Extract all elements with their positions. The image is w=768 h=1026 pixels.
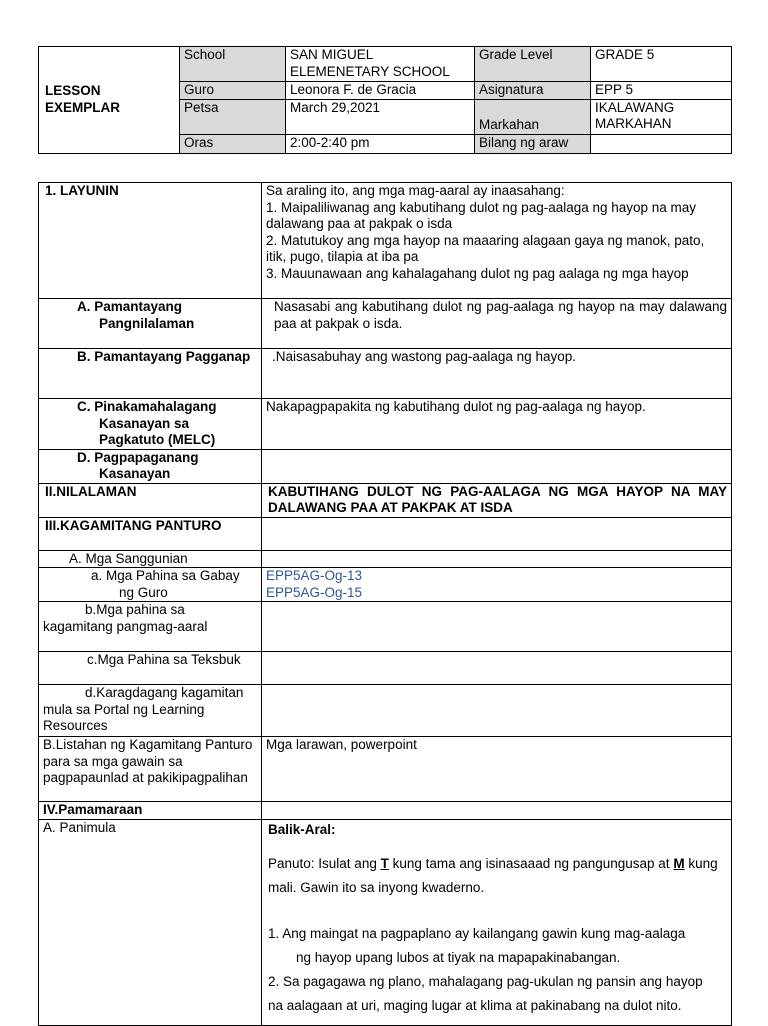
pamantayang-pagganap-value: .Naisasabuhay ang wastong pag-aalaga ng hayop. — [262, 349, 732, 399]
layunin-item-2: 2. Matutukoy ang mga hayop na maaaring alagaan gaya ng manok, pato, itik, pugo, tilapia at iba pa — [266, 232, 705, 264]
mag-aaral-label: b.Mga pahina sa kagamitang pangmag-aaral — [39, 602, 262, 652]
pamantayang-pangnilalaman-label: A. Pamantayang Pangnilalaman — [39, 299, 262, 349]
layunin-label: 1. LAYUNIN — [39, 183, 262, 299]
sanggunian-value — [262, 550, 732, 568]
panuto-tama-letter: T — [380, 856, 389, 871]
nilalaman-label: II.NILALAMAN — [39, 483, 262, 517]
kagamitang-panturo-value — [262, 517, 732, 550]
karagdagang-value — [262, 685, 732, 737]
petsa-label: Petsa — [180, 99, 286, 134]
panuto-part-3: kung mali. Gawin ito sa inyong kwaderno. — [268, 856, 718, 895]
panuto-mali-letter: M — [673, 856, 685, 871]
karagdagang-label: d.Karagdagang kagamitan mula sa Portal ng Learning Resources — [39, 685, 262, 737]
panuto-part-1: Panuto: Isulat ang — [268, 856, 381, 871]
teksbuk-label: c.Mga Pahina sa Teksbuk — [39, 652, 262, 685]
nilalaman-value: KABUTIHANG DULOT NG PAG-AALAGA NG MGA HAYOP NA MAY DALAWANG PAA AT PAKPAK AT ISDA — [262, 483, 732, 517]
layunin-item-1: 1. Maipaliliwanag ang kabutihang dulot ng pag-aalaga ng hayop na may dalawang paa at pakpak o isda — [266, 199, 697, 231]
lesson-table — [38, 182, 732, 1026]
oras-label: Oras — [180, 134, 286, 153]
pamamaraan-label: IV.Pamamaraan — [39, 802, 262, 820]
bilang-ng-araw-value — [591, 134, 732, 153]
listahan-label: B.Listahan ng Kagamitang Panturo para sa mga gawain sa pagpapaunlad at pakikipagpalihan — [39, 737, 262, 802]
pagpapaganang-kasanayan-label: D. Pagpapaganang Kasanayan — [39, 449, 262, 483]
melc-label: C. Pinakamahalagang Kasanayan sa Pagkatuto (MELC) — [39, 399, 262, 450]
pagpapaganang-kasanayan-value — [262, 449, 732, 483]
pamantayang-pangnilalaman-value: Nasasabi ang kabutihang dulot ng pag-aalaga ng hayop na may dalawang paa at pakpak o isda. — [262, 299, 732, 349]
item-1-line-2: ng hayop upang lubos at tiyak na mapapakinabangan. — [296, 950, 621, 965]
pamamaraan-value — [262, 802, 732, 820]
item-1-line-1: 1. Ang maingat na pagpaplano ay kailangang gawin kung mag-aalaga — [268, 926, 686, 941]
grade-level-label: Grade Level — [475, 47, 591, 82]
markahan-value: IKALAWANG MARKAHAN — [591, 99, 732, 134]
sanggunian-label: A. Mga Sanggunian — [39, 550, 262, 568]
panimula-content — [262, 819, 732, 1025]
panimula-label: A. Panimula — [39, 819, 262, 1025]
petsa-value: March 29,2021 — [286, 99, 475, 134]
guro-label: Guro — [180, 82, 286, 100]
pamantayang-pagganap-label: B. Pamantayang Pagganap — [39, 349, 262, 399]
header-table — [38, 46, 732, 154]
school-label: School — [180, 47, 286, 82]
listahan-value: Mga larawan, powerpoint — [262, 737, 732, 802]
gabay-guro-label: a. Mga Pahina sa Gabay ng Guro — [39, 568, 262, 602]
gabay-link-2[interactable]: EPP5AG-Og-15 — [266, 584, 363, 600]
grade-level-value: GRADE 5 — [591, 47, 732, 82]
layunin-content — [262, 183, 732, 299]
bilang-ng-araw-label: Bilang ng araw — [475, 134, 591, 153]
melc-value: Nakapagpapakita ng kabutihang dulot ng pag-aalaga ng hayop. — [262, 399, 732, 450]
gabay-link-1[interactable]: EPP5AG-Og-13 — [266, 568, 363, 583]
panuto-part-2: kung tama ang isinasaaad ng pangungusap at — [388, 856, 674, 871]
oras-value: 2:00-2:40 pm — [286, 134, 475, 153]
markahan-label: Markahan — [475, 99, 591, 134]
layunin-intro: Sa araling ito, ang mga mag-aaral ay inaasahang: — [266, 183, 565, 198]
balik-aral-items — [268, 922, 727, 1018]
asignatura-label: Asignatura — [475, 82, 591, 100]
asignatura-value: EPP 5 — [591, 82, 732, 100]
layunin-item-3: 3. Mauunawaan ang kahalagahang dulot ng pag aalaga ng mga hayop — [266, 265, 689, 281]
item-2-line-2: na aalagaan at uri, maging lugar at klima at pakinabang na dulot nito. — [268, 998, 682, 1013]
item-2-line-1: 2. Sa pagagawa ng plano, mahalagang pag-ukulan ng pansin ang hayop — [268, 974, 703, 989]
lesson-exemplar-title: LESSON EXEMPLAR — [39, 47, 180, 154]
guro-value: Leonora F. de Gracia — [286, 82, 475, 100]
school-value: SAN MIGUEL ELEMENETARY SCHOOL — [286, 47, 475, 82]
mag-aaral-value — [262, 602, 732, 652]
kagamitang-panturo-label: III.KAGAMITANG PANTURO — [39, 517, 262, 550]
gabay-guro-value — [262, 568, 732, 602]
balik-aral-heading: Balik-Aral: — [268, 821, 336, 837]
teksbuk-value — [262, 652, 732, 685]
panuto-text — [268, 852, 727, 900]
